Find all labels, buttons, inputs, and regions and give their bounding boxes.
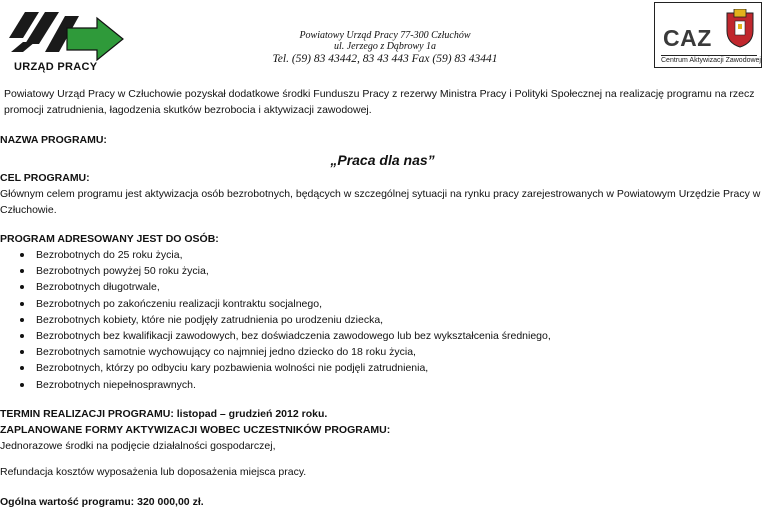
urzad-pracy-logo [5,8,127,74]
logo-left-label: URZĄD PRACY [14,61,98,73]
program-name: „Praca dla nas” [330,152,435,168]
address-line-1: Powiatowy Urząd Pracy 77-300 Człuchów [299,30,471,41]
audience-list [0,247,765,393]
list-item: Bezrobotnych, którzy po odbyciu kary pozbawienia wolności nie podjęli zatrudnienia, [0,360,765,376]
caz-logo [654,2,762,68]
program-total-value: Ogólna wartość programu: 320 000,00 zł. [0,495,204,508]
list-item: Bezrobotnych niepełnosprawnych. [0,377,765,393]
intro-paragraph: Powiatowy Urząd Pracy w Człuchowie pozyskał dodatkowe środki Funduszu Pracy z rezerwy Ministra Pracy i Polityki Społecznej na realizację programu na rzecz promocji zatrudnienia, łagodzenia skutków bezrobocia i aktywizacji zawodowej. [4,88,755,116]
caz-logo-text: CAZ [663,25,712,51]
activation-form-2: Refundacja kosztów wyposażenia lub doposażenia miejsca pracy. [0,465,307,478]
activation-form-1: Jednorazowe środki na podjęcie działalności gospodarczej, [0,439,276,452]
list-item: Bezrobotnych do 25 roku życia, [0,247,765,263]
list-item: Bezrobotnych powyżej 50 roku życia, [0,263,765,279]
list-item: Bezrobotnych kobiety, które nie podjęły zatrudnienia po urodzeniu dziecka, [0,312,765,328]
list-item: Bezrobotnych samotnie wychowujący co najmniej jedno dziecko do 18 roku życia, [0,344,765,360]
list-item: Bezrobotnych po zakończeniu realizacji kontraktu socjalnego, [0,296,765,312]
program-goal: Głównym celem programu jest aktywizacja osób bezrobotnych, będących w szczególnej sytuacji na rynku pracy zarejestrowanych w Powiatowym Urzędzie Pracy w Człuchowie. [0,188,761,216]
document-body [0,86,765,510]
program-goal-heading: CEL PROGRAMU: [0,172,90,184]
program-term: TERMIN REALIZACJI PROGRAMU: listopad – grudzień 2012 roku. [0,407,328,420]
program-name-heading: NAZWA PROGRAMU: [0,134,107,146]
contact-line: Tel. (59) 83 43442, 83 43 443 Fax (59) 83 43441 [272,53,498,65]
address-line-2: ul. Jerzego z Dąbrowy 1a [333,41,437,52]
list-item: Bezrobotnych bez kwalifikacji zawodowych, bez doświadczenia zawodowego lub bez wykształcenia średniego, [0,328,765,344]
office-address-block [170,30,600,66]
list-item: Bezrobotnych długotrwale, [0,279,765,295]
caz-logo-subtitle: Centrum Aktywizacji Zawodowej [661,57,761,64]
audience-heading: PROGRAM ADRESOWANY JEST DO OSÓB: [0,233,219,245]
crest-icon [725,9,755,49]
activation-forms-heading: ZAPLANOWANE FORMY AKTYWIZACJI WOBEC UCZESTNIKÓW PROGRAMU: [0,423,391,436]
